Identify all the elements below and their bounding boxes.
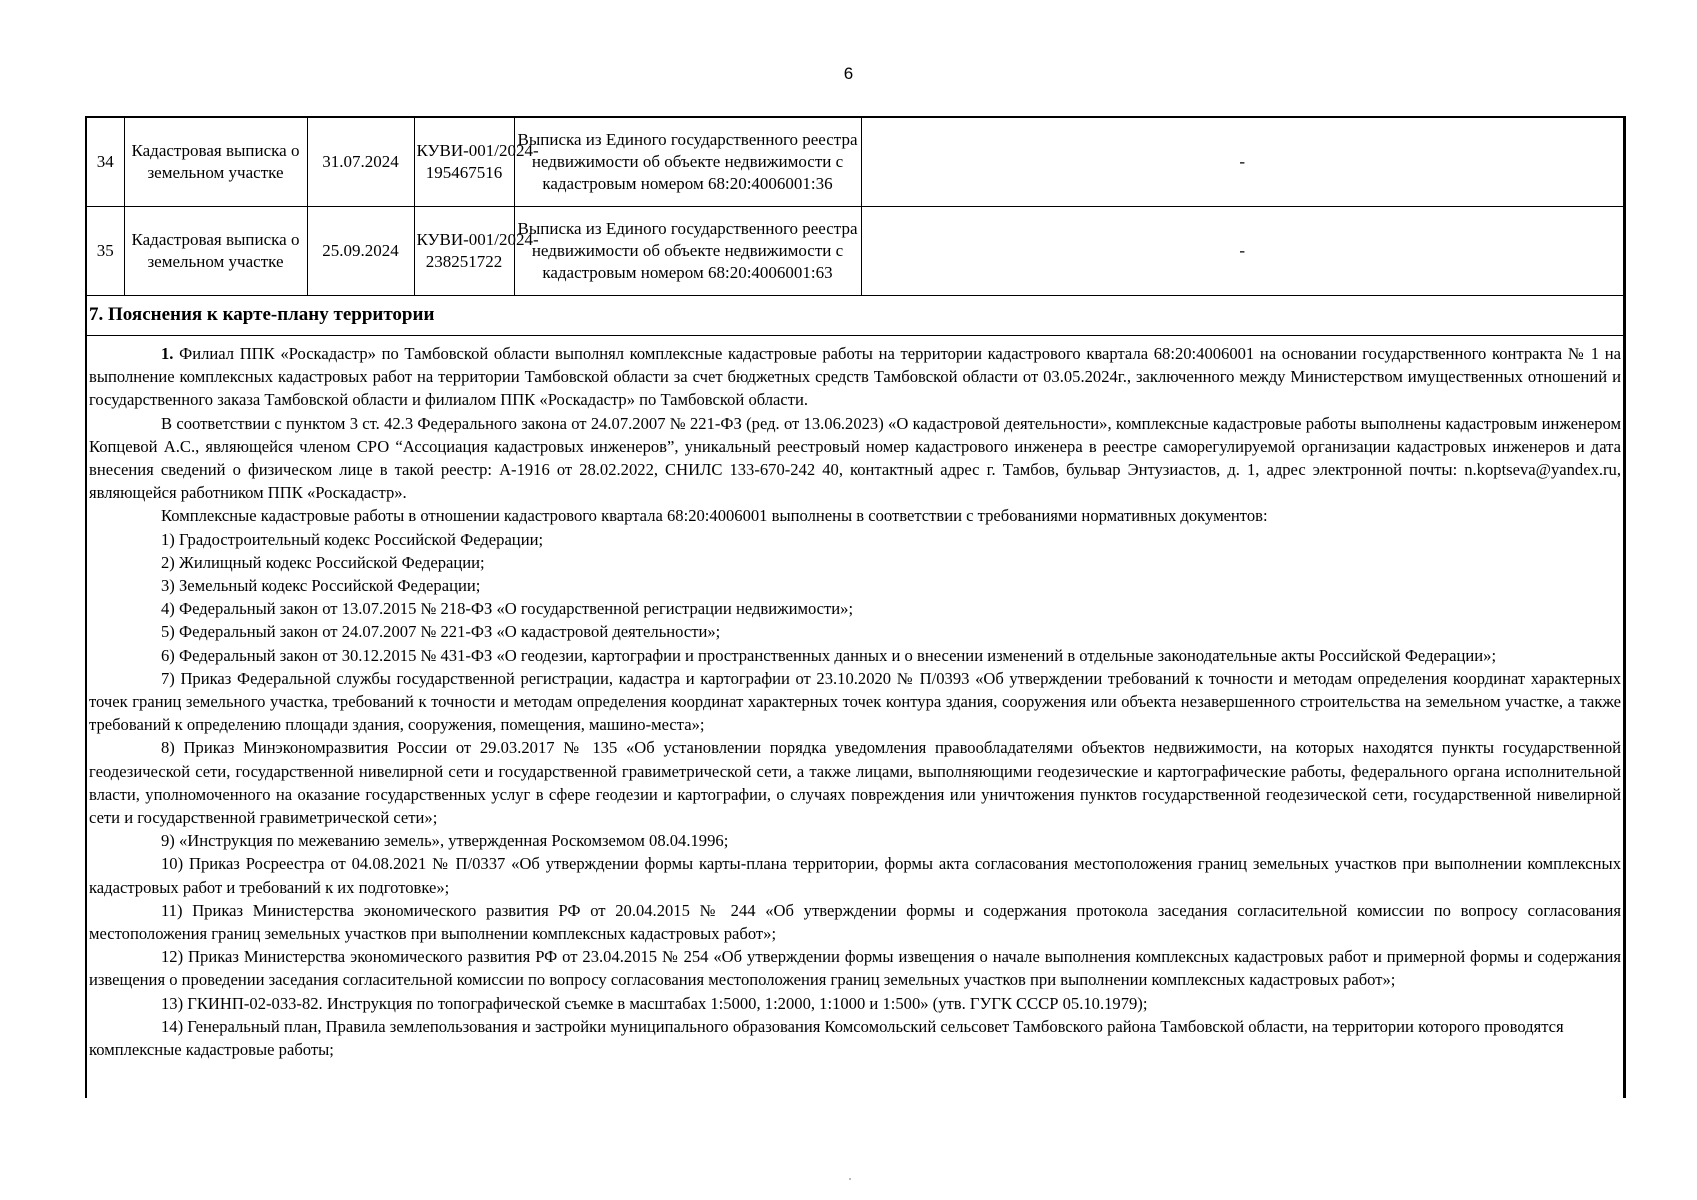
list-item: 1) Градостроительный кодекс Российской Федерации; <box>161 529 544 549</box>
paragraph-text: Филиал ППК «Роскадастр» по Тамбовской области выполнял комплексные кадастровые работы на территории кадастрового квартала 68:20:4006001 на основании государственного контракта № 1 на выполнение комплексных кадастровых работ на территории Тамбовской области за счет бюджетных средств Тамбовской области от 03.05.2024г., заключенного между Министерством имущественных отношений и государственного заказа Тамбовской области и филиалом ППК «Роскадастр» по Тамбовской области. <box>89 344 1621 410</box>
section-title: 7. Пояснения к карте-плану территории <box>87 296 1623 336</box>
list-item: 12) Приказ Министерства экономического развития РФ от 23.04.2015 № 254 «Об утверждении формы извещения о начале выполнения комплексных кадастровых работ и примерной формы и содержания извещения о проведении заседания согласительной комиссии по вопросу согласования местоположения границ земельных участков при выполнении комплексных кадастровых работ»; <box>89 947 1621 990</box>
row-number: 34 <box>87 117 124 207</box>
document-type: Кадастровая выписка о земельном участке <box>124 207 307 296</box>
extracts-table <box>87 116 1623 296</box>
list-item: 9) «Инструкция по межеванию земель», утвержденная Роскомземом 08.04.1996; <box>161 831 729 851</box>
document-number: КУВИ-001/2024-238251722 <box>414 207 514 296</box>
list-item: 14) Генеральный план, Правила землепользования и застройки муниципального образования Комсомольский сельсовет Тамбовского района Тамбовской области, на территории которого проводятся комплексные кадастровые работы; <box>89 1016 1564 1060</box>
table-row <box>87 207 1623 296</box>
document-note: - <box>861 207 1623 296</box>
document-number: КУВИ-001/2024-195467516 <box>414 117 514 207</box>
list-item: 8) Приказ Минэкономразвития России от 29.03.2017 № 135 «Об установлении порядка уведомления правообладателями объектов недвижимости, на которых находятся пункты государственной геодезической сети, государственной нивелирной сети и государственной гравиметрической сети, а также лицами, выполняющими геодезические и картографические работы, федерального органа исполнительной власти, уполномоченного на оказание государственных услуг в сфере геодезии и картографии, о случаях повреждения или уничтожения пунктов государственной геодезической сети, государственной нивелирной сети и государственной гравиметрической сети»; <box>89 738 1621 828</box>
list-item: 4) Федеральный закон от 13.07.2015 № 218-ФЗ «О государственной регистрации недвижимости»; <box>161 599 854 619</box>
list-item: 10) Приказ Росреестра от 04.08.2021 № П/0337 «Об утверждении формы карты-плана территории, формы акта согласования местоположения границ земельных участков при выполнении комплексных кадастровых работ и требований к их подготовке»; <box>89 854 1621 897</box>
list-item: 7) Приказ Федеральной службы государственной регистрации, кадастра и картографии от 23.10.2020 № П/0393 «Об утверждении требований к точности и методам определения координат характерных точек границ земельного участка, требований к точности и методам определения координат характерных точек контура здания, сооружения или объекта незавершенного строительства на земельном участке, а также требований к определению площади здания, сооружения, помещения, машино-места»; <box>89 668 1621 735</box>
document-date: 31.07.2024 <box>307 117 414 207</box>
document-description: Выписка из Единого государственного реестра недвижимости об объекте недвижимости с кадастровым номером 68:20:4006001:63 <box>514 207 861 296</box>
list-item: 11) Приказ Министерства экономического развития РФ от 20.04.2015 № 244 «Об утверждении формы и содержания протокола заседания согласительной комиссии по вопросу согласования местоположения границ земельных участков при выполнении комплексных кадастровых работ»; <box>89 900 1621 944</box>
row-number: 35 <box>87 207 124 296</box>
section-body <box>87 336 1623 1098</box>
table-row <box>87 117 1623 207</box>
document-body <box>85 116 1626 1098</box>
paragraph-number: 1. <box>161 344 174 363</box>
document-note: - <box>861 117 1623 207</box>
list-item: 13) ГКИНП-02-033-82. Инструкция по топографической съемке в масштабах 1:5000, 1:2000, 1:1000 и 1:500» (утв. ГУГК СССР 05.10.1979); <box>161 993 1148 1013</box>
paragraph <box>89 342 1621 412</box>
paragraph: Комплексные кадастровые работы в отношении кадастрового квартала 68:20:4006001 выполнены в соответствии с требованиями нормативных документов: <box>161 506 1268 526</box>
list-item: 2) Жилищный кодекс Российской Федерации; <box>161 552 485 572</box>
document-type: Кадастровая выписка о земельном участке <box>124 117 307 207</box>
scan-artifact <box>849 1178 851 1180</box>
list-item: 3) Земельный кодекс Российской Федерации; <box>161 576 481 596</box>
document-description: Выписка из Единого государственного реестра недвижимости об объекте недвижимости с кадастровым номером 68:20:4006001:36 <box>514 117 861 207</box>
list-item: 6) Федеральный закон от 30.12.2015 № 431-ФЗ «О геодезии, картографии и пространственных данных и о внесении изменений в отдельные законодательные акты Российской Федерации»; <box>161 645 1497 665</box>
list-item: 5) Федеральный закон от 24.07.2007 № 221-ФЗ «О кадастровой деятельности»; <box>161 622 721 642</box>
page-number: 6 <box>843 64 854 83</box>
paragraph: В соответствии с пунктом 3 ст. 42.3 Федерального закона от 24.07.2007 № 221-ФЗ (ред. от 13.06.2023) «О кадастровой деятельности», комплексные кадастровые работы выполнены кадастровым инженером Копцевой А.С., являющейся членом СРО “Ассоциация кадастровых инженеров”, уникальный реестровый номер кадастрового инженера в реестре саморегулируемой организации кадастровых инженеров и дата внесения сведений о физическом лице в такой реестр: А-1916 от 28.02.2022, СНИЛС 133-670-242 40, контактный адрес г. Тамбов, бульвар Энтузиастов, д. 1, адрес электронной почты: n.koptseva@yandex.ru, являющейся работником ППК «Роскадастр». <box>89 413 1621 503</box>
document-date: 25.09.2024 <box>307 207 414 296</box>
